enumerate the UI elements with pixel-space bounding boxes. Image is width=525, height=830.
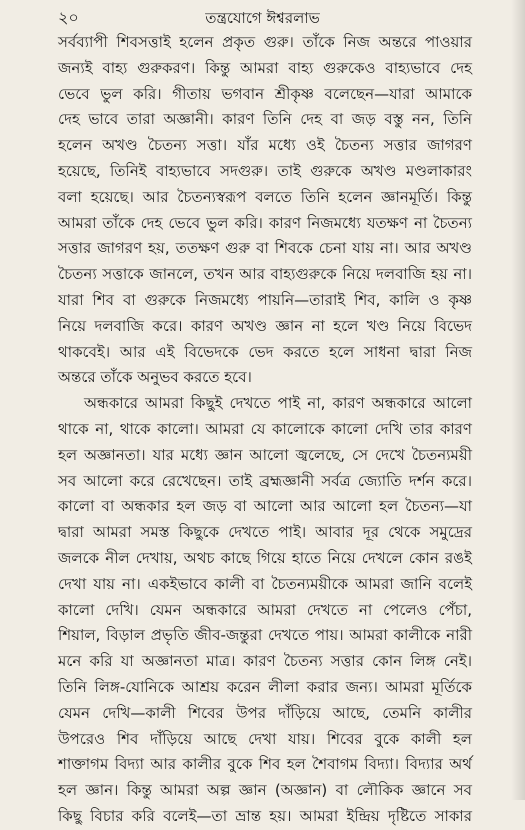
text-line: হলেন অখণ্ড চৈতন্য সত্তা। যাঁর মধ্যে ওই চৈতন্য সত্তার জাগরণ [58, 136, 472, 155]
text-line: মনে করি যা অজ্ঞানতা মাত্র। কারণ চৈতন্য সত্তার কোন লিঙ্গ নেই। [58, 652, 472, 671]
text-line: সত্তার জাগরণ হয়, ততক্ষণ গুরু বা শিবকে চেনা যায় না। আর অখণ্ড [58, 239, 472, 258]
text-line: তিনি লিঙ্গ-যোনিকে আশ্রয় করেন লীলা করার জন্য। আমরা মূর্তিকে [58, 677, 472, 696]
text-line: সব আলো করে রেখেছেন। তাই ব্রহ্মজ্ঞানী সর্বত্র জ্যোতি দর্শন করে। [58, 471, 472, 490]
text-line: দেহ ভাবে তারা অজ্ঞানী। কারণ তিনি দেহ বা জড় বস্তু নন, তিনি [58, 110, 472, 129]
page-edge-shadow [511, 0, 525, 800]
text-line: থাকবেই। আর এই বিভেদকে ভেদ করতে হলে সাধনা দ্বারা নিজ [58, 342, 472, 361]
text-line: ভেবে ভুল করি। গীতায় ভগবান শ্রীকৃষ্ণ বলেছেন—যারা আমাকে [58, 84, 472, 103]
text-line: হল জ্ঞান। কিন্তু আমরা অল্প জ্ঞান (অজ্ঞান) বা লৌকিক জ্ঞানে সব [58, 781, 472, 800]
body-text [58, 30, 472, 830]
text-line: কিছু বিচার করি বলেই—তা ভ্রান্ত হয়। আমরা ইন্দ্রিয় দৃষ্টিতে সাকার [58, 806, 472, 825]
text-line: কালো দেখি। যেমন অন্ধকারে আমরা দেখতে না পেলেও পেঁচা, [58, 600, 472, 619]
text-line: শাক্তাগম বিদ্যা আর কালীর বুকে শিব হল শৈবাগম বিদ্যা। বিদ্যার অর্থ [58, 755, 472, 774]
paragraph-1 [58, 30, 472, 391]
text-line: হয়েছে, তিনিই বাহ্যভাবে সদগুরু। তাই গুরুকে অখণ্ড মণ্ডলাকারং [58, 161, 472, 180]
text-line: উপরেও শিব দাঁড়িয়ে আছে দেখা যায়। শিবের বুকে কালী হল [58, 729, 472, 748]
text-line: অন্তরে তাঁকে অনুভব করতে হবে। [58, 368, 252, 387]
text-line: বলা হয়েছে। আর চৈতন্যস্বরূপ বলতে তিনি হলেন জ্ঞানমূর্তি। কিন্তু [58, 187, 472, 206]
text-line: কালো বা অন্ধকার হল জড় বা আলো আর আলো হল চৈতন্য—যা [58, 497, 472, 516]
text-line: শিয়াল, বিড়াল প্রভৃতি জীব-জন্তুরা দেখতে পায়। আমরা কালীকে নারী [58, 626, 472, 645]
text-line: সর্বব্যাপী শিবসত্তাই হলেন প্রকৃত গুরু। তাঁকে নিজ অন্তরে পাওয়ার [58, 33, 472, 51]
text-line: দেখা যায় না। একইভাবে কালী বা চৈতন্যময়ীকে আমরা জানি বলেই [58, 574, 472, 593]
running-title: তন্ত্রযোগে ঈশ্বরলাভ [205, 9, 320, 27]
text-line: যারা শিব বা গুরুকে নিজমধ্যে পায়নি—তারাই শিব, কালি ও কৃষ্ণ [58, 290, 472, 309]
paragraph-2 [58, 391, 472, 830]
text-line: দ্বারা আমরা সমস্ত কিছুকে দেখতে পাই। আবার দূর থেকে সমুদ্রের [58, 523, 472, 542]
text-line: নিয়ে দলবাজি করে। কারণ অখণ্ড জ্ঞান না হলে খণ্ড নিয়ে বিভেদ [58, 316, 472, 335]
text-line: জন্যই বাহ্য গুরুকরণ। কিন্তু আমরা বাহ্য গুরুকেও বাহ্যভাবে দেহ [58, 58, 472, 77]
page-header [58, 6, 467, 30]
text-line: চৈতন্য সত্তাকে জানলে, তখন আর বাহ্যগুরুকে নিয়ে দলবাজি হয় না। [58, 265, 472, 284]
text-line: অন্ধকারে আমরা কিছুই দেখতে পাই না, কারণ অন্ধকারে আলো [84, 394, 472, 413]
text-line: যেমন দেখি—কালী শিবের উপর দাঁড়িয়ে আছে, তেমনি কালীর [58, 703, 472, 722]
page-number: ২০ [58, 8, 79, 27]
text-line: আমরা তাঁকে দেহ ভেবে ভুল করি। কারণ নিজমধ্যে যতক্ষণ না চৈতন্য [58, 213, 472, 232]
text-line: জলকে নীল দেখায়, অথচ কাছে গিয়ে হাতে নিয়ে দেখলে কোন রঙই [58, 548, 472, 567]
text-line: থাকে না, থাকে কালো। আমরা যে কালোকে কালো দেখি তার কারণ [58, 419, 472, 438]
text-line: হল অজ্ঞানতা। যার মধ্যে জ্ঞান আলো জ্বলেছে, সে দেখে চৈতন্যময়ী [58, 445, 472, 464]
